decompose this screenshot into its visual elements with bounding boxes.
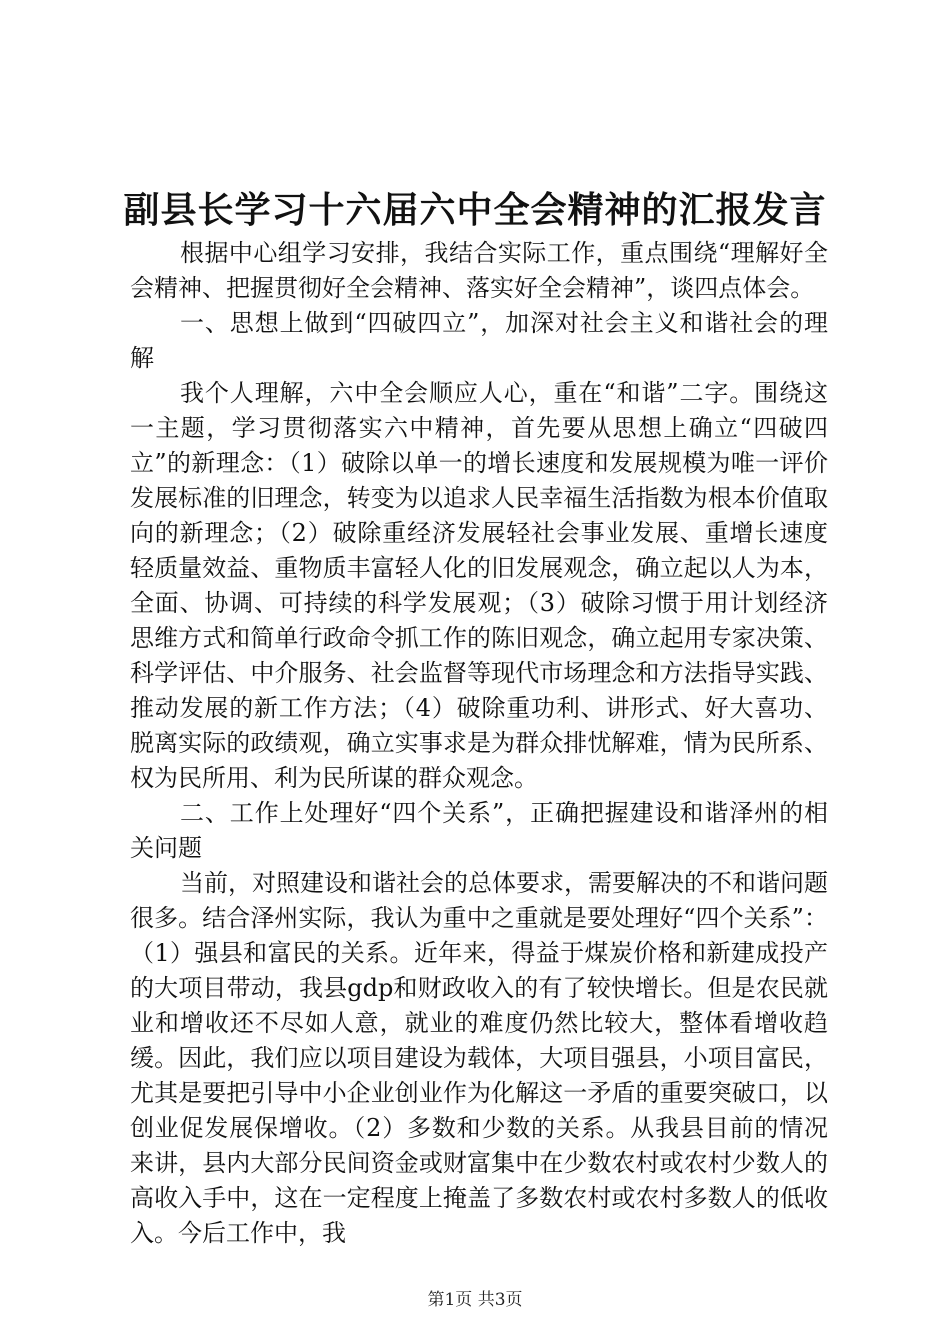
- document-title: 副县长学习十六届六中全会精神的汇报发言: [123, 189, 827, 231]
- paragraph-intro: 根据中心组学习安排，我结合实际工作，重点围绕“理解好全会精神、把握贯彻好全会精神、落实好全会精神”，谈四点体会。: [130, 239, 828, 302]
- section-heading-2: 二、工作上处理好“四个关系”，正确把握建设和谐泽州的相关问题: [130, 799, 828, 862]
- document-body: [130, 236, 828, 1251]
- paragraph-section-1: 我个人理解，六中全会顺应人心，重在“和谐”二字。围绕这一主题，学习贯彻落实六中精神，首先要从思想上确立“四破四立”的新理念：（1）破除以单一的增长速度和发展规模为唯一评价发展标准的旧理念，转变为以追求人民幸福生活指数为根本价值取向的新理念；（2）破除重经济发展轻社会事业发展、重增长速度轻质量效益、重物质丰富轻人化的旧发展观念，确立起以人为本，全面、协调、可持续的科学发展观；（3）破除习惯于用计划经济思维方式和简单行政命令抓工作的陈旧观念，确立起用专家决策、科学评估、中介服务、社会监督等现代市场理念和方法指导实践、推动发展的新工作方法；（4）破除重功利、讲形式、好大喜功、脱离实际的政绩观，确立实事求是为群众排忧解难，情为民所系、权为民所用、利为民所谋的群众观念。: [130, 379, 828, 792]
- page-number-footer: 第1页 共3页: [427, 1290, 523, 1310]
- paragraph-section-2: 当前，对照建设和谐社会的总体要求，需要解决的不和谐问题很多。结合泽州实际，我认为重中之重就是要处理好“四个关系”：（1）强县和富民的关系。近年来，得益于煤炭价格和新建成投产的大项目带动，我县gdp和财政收入的有了较快增长。但是农民就业和增收还不尽如人意，就业的难度仍然比较大，整体看增收趋缓。因此，我们应以项目建设为载体，大项目强县，小项目富民，尤其是要把引导中小企业创业作为化解这一矛盾的重要突破口，以创业促发展保增收。（2）多数和少数的关系。从我县目前的情况来讲，县内大部分民间资金或财富集中在少数农村或农村少数人的高收入手中，这在一定程度上掩盖了多数农村或农村多数人的低收入。今后工作中，我: [130, 869, 828, 1247]
- section-heading-1: 一、思想上做到“四破四立”，加深对社会主义和谐社会的理解: [130, 309, 828, 372]
